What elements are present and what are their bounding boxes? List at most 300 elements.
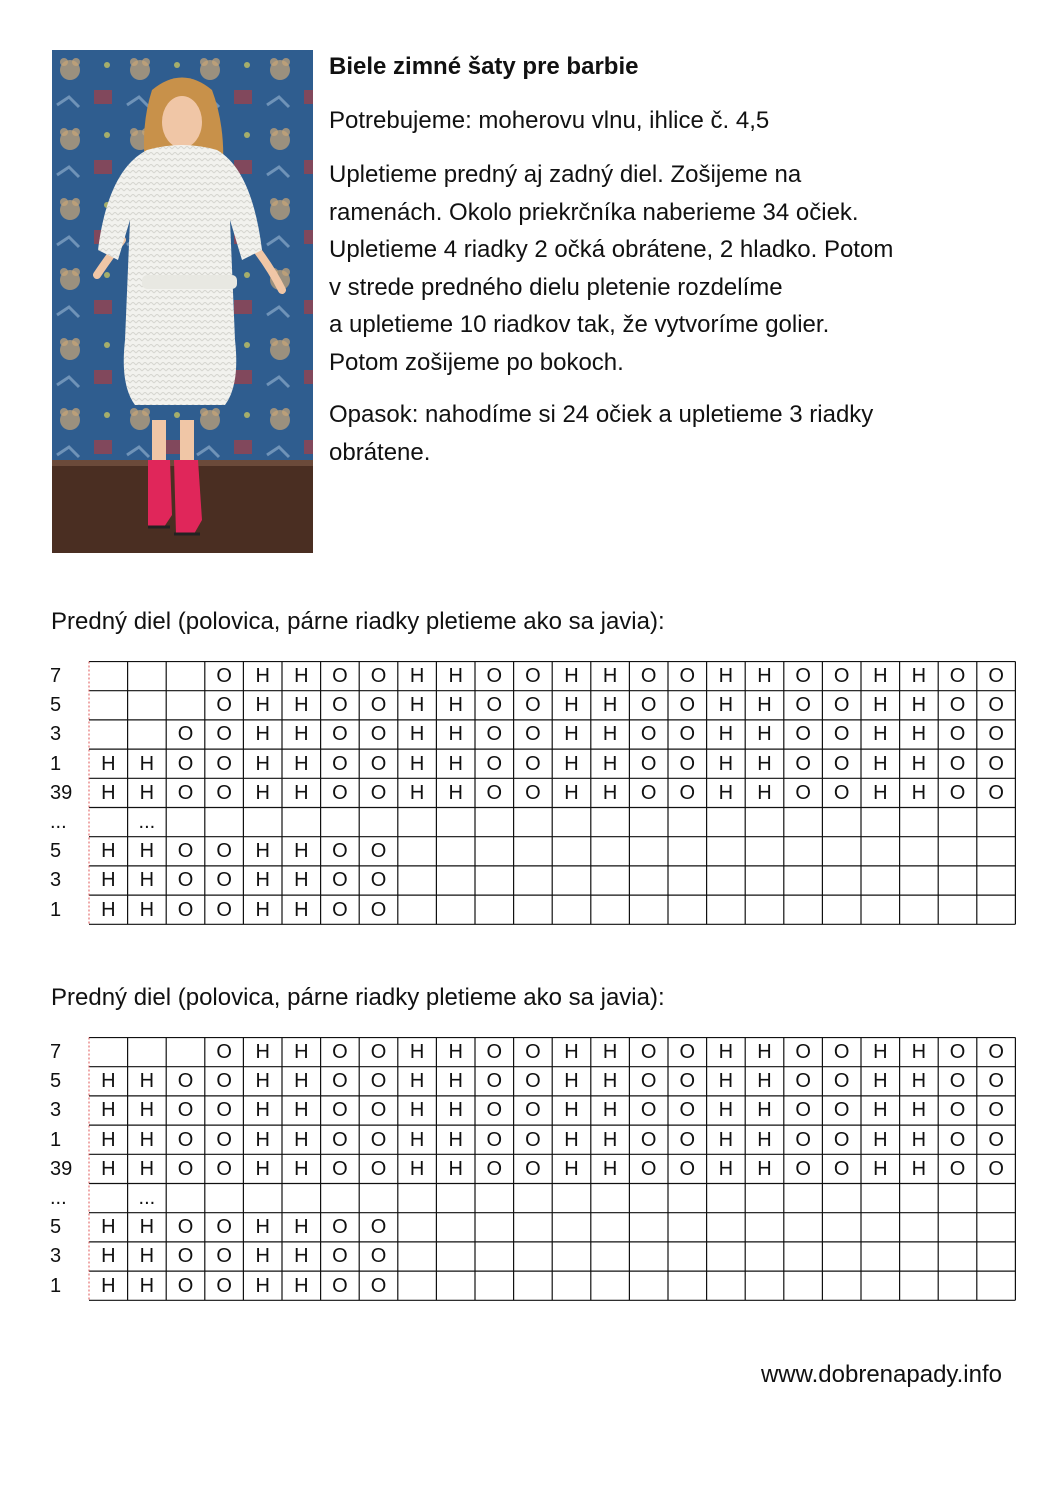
stitch-cell: O	[370, 1157, 387, 1180]
stitch-cell: O	[949, 723, 966, 746]
stitch-cell: H	[294, 1128, 309, 1151]
stitch-cell	[475, 895, 514, 924]
stitch-cell: O	[177, 1274, 194, 1297]
stitch-cell: O	[216, 898, 232, 921]
stitch-cell	[398, 836, 437, 865]
stitch-cell	[668, 1271, 707, 1300]
stitch-cell	[166, 661, 205, 690]
stitch-cell: H	[873, 694, 888, 717]
stitch-cell: H	[255, 1128, 270, 1151]
stitch-cell: H	[602, 665, 618, 687]
stitch-cell	[977, 1183, 1016, 1212]
stitch-cell: H	[409, 665, 425, 687]
stitch-cell	[900, 865, 939, 894]
stitch-cell: O	[949, 752, 966, 775]
stitch-cell	[668, 807, 707, 836]
stitch-cell	[977, 807, 1016, 836]
stitch-cell: O	[332, 1041, 348, 1063]
stitch-cell: O	[525, 1157, 541, 1180]
stitch-cell	[243, 1183, 282, 1212]
knitting-chart-2	[50, 1037, 1017, 1302]
chart-row	[50, 1037, 1017, 1066]
knitting-chart-1	[50, 661, 1017, 926]
stitch-cell	[514, 807, 553, 836]
stitch-cell: H	[718, 1157, 734, 1180]
stitch-cell: H	[139, 752, 155, 775]
stitch-cell	[591, 1212, 630, 1241]
stitch-cell	[822, 807, 861, 836]
stitch-cell: H	[564, 1157, 579, 1180]
stitch-cell: O	[332, 869, 348, 892]
stitch-cell: O	[332, 1274, 348, 1297]
stitch-cell: H	[255, 1216, 270, 1239]
stitch-cell: H	[139, 869, 155, 892]
stitch-cell: H	[873, 1041, 888, 1063]
stitch-cell	[745, 865, 784, 894]
stitch-cell	[475, 865, 514, 894]
stitch-cell: O	[486, 1157, 503, 1180]
stitch-cell: O	[216, 1157, 232, 1180]
row-number: 1	[50, 752, 62, 775]
belt-line: Opasok: nahodíme si 24 očiek a upletieme 3 riadky	[329, 401, 874, 428]
stitch-cell: H	[602, 1041, 618, 1063]
stitch-cell	[475, 807, 514, 836]
stitch-cell: H	[564, 1128, 579, 1151]
stitch-cell: O	[370, 869, 387, 892]
stitch-cell: O	[370, 1099, 387, 1122]
belt-line: obrátene.	[329, 438, 431, 466]
chart-row	[50, 749, 1017, 778]
stitch-cell	[475, 1271, 514, 1300]
stitch-cell: H	[294, 723, 309, 746]
stitch-cell	[938, 807, 977, 836]
stitch-cell: O	[795, 723, 811, 746]
stitch-cell	[514, 1271, 553, 1300]
stitch-cell: O	[332, 1157, 348, 1180]
stitch-cell: O	[216, 1099, 232, 1122]
stitch-cell	[552, 836, 591, 865]
stitch-cell: O	[486, 1128, 503, 1151]
stitch-cell: H	[602, 781, 618, 804]
stitch-cell	[745, 836, 784, 865]
stitch-cell	[938, 865, 977, 894]
stitch-cell: H	[718, 781, 734, 804]
stitch-cell: O	[988, 665, 1004, 687]
stitch-cell: O	[988, 723, 1004, 746]
stitch-cell	[745, 807, 784, 836]
stitch-cell	[514, 1183, 553, 1212]
stitch-cell: H	[294, 1041, 309, 1063]
stitch-cell	[398, 1241, 437, 1270]
stitch-cell	[436, 895, 475, 924]
stitch-cell: O	[988, 1041, 1004, 1063]
stitch-cell	[822, 1212, 861, 1241]
stitch-cell: H	[101, 1157, 116, 1180]
stitch-cell: O	[486, 781, 503, 804]
stitch-cell: O	[640, 1157, 657, 1180]
stitch-cell: O	[679, 723, 696, 746]
stitch-cell	[359, 1183, 398, 1212]
stitch-cell	[900, 1271, 939, 1300]
stitch-cell: O	[795, 752, 811, 775]
stitch-cell: H	[255, 1274, 270, 1297]
stitch-cell	[166, 1037, 205, 1066]
stitch-cell	[861, 1212, 900, 1241]
instructions-paragraph	[329, 156, 1029, 381]
row-number: 5	[50, 1070, 62, 1093]
chart-row	[50, 895, 1017, 924]
stitch-cell	[707, 1183, 746, 1212]
stitch-cell: O	[833, 1157, 850, 1180]
row-number: ...	[50, 1186, 67, 1209]
stitch-cell	[128, 719, 167, 748]
stitch-cell: H	[294, 694, 309, 717]
chart-row	[50, 1125, 1017, 1154]
stitch-cell: O	[988, 752, 1004, 775]
stitch-cell: H	[255, 898, 270, 921]
stitch-cell: H	[294, 781, 309, 804]
stitch-cell: H	[718, 1128, 734, 1151]
stitch-cell	[89, 807, 128, 836]
stitch-cell: H	[911, 781, 927, 804]
stitch-cell	[321, 1183, 360, 1212]
stitch-cell: O	[988, 1070, 1004, 1093]
stitch-cell: H	[448, 723, 463, 746]
stitch-cell: ...	[138, 1186, 156, 1209]
stitch-cell: H	[294, 1070, 309, 1093]
stitch-cell: O	[332, 723, 348, 746]
stitch-cell	[591, 865, 630, 894]
stitch-cell: H	[448, 1099, 463, 1122]
stitch-cell: H	[294, 840, 309, 863]
stitch-cell: H	[139, 1128, 155, 1151]
stitch-cell	[552, 895, 591, 924]
chart-row	[50, 719, 1017, 748]
stitch-cell: O	[486, 665, 503, 687]
stitch-cell: O	[486, 1041, 503, 1063]
stitch-cell: O	[370, 898, 387, 921]
stitch-cell: H	[101, 840, 116, 863]
stitch-cell: H	[602, 752, 618, 775]
row-number: ...	[50, 810, 67, 833]
stitch-cell	[436, 1212, 475, 1241]
stitch-cell	[398, 895, 437, 924]
stitch-cell	[552, 1212, 591, 1241]
stitch-cell: H	[255, 694, 270, 717]
stitch-cell: H	[255, 665, 270, 687]
stitch-cell: O	[216, 1274, 232, 1297]
stitch-cell: O	[525, 1128, 541, 1151]
chart-row	[50, 1183, 1017, 1212]
stitch-cell	[707, 807, 746, 836]
stitch-cell: H	[448, 752, 463, 775]
stitch-cell: H	[911, 752, 927, 775]
stitch-cell: H	[294, 752, 309, 775]
stitch-cell: H	[602, 1099, 618, 1122]
stitch-cell: O	[949, 1041, 966, 1063]
stitch-cell: H	[409, 1128, 425, 1151]
stitch-cell: O	[370, 1128, 387, 1151]
stitch-cell	[784, 1212, 823, 1241]
stitch-cell	[861, 1271, 900, 1300]
stitch-cell	[745, 895, 784, 924]
stitch-cell: H	[448, 781, 463, 804]
chart-row	[50, 836, 1017, 865]
stitch-cell: O	[525, 781, 541, 804]
stitch-cell	[166, 1183, 205, 1212]
stitch-cell: H	[255, 869, 270, 892]
stitch-cell	[591, 1183, 630, 1212]
stitch-cell: H	[757, 752, 772, 775]
stitch-cell: H	[139, 840, 155, 863]
stitch-cell: H	[911, 723, 927, 746]
stitch-cell: H	[718, 1041, 734, 1063]
stitch-cell	[514, 1212, 553, 1241]
stitch-cell: H	[139, 1070, 155, 1093]
stitch-cell: O	[332, 1099, 348, 1122]
chart-row	[50, 1212, 1017, 1241]
stitch-cell	[822, 895, 861, 924]
stitch-cell: H	[409, 1070, 425, 1093]
stitch-cell: O	[988, 781, 1004, 804]
stitch-cell	[668, 1241, 707, 1270]
stitch-cell: O	[216, 1041, 232, 1063]
stitch-cell: O	[833, 665, 850, 687]
stitch-cell: H	[101, 752, 116, 775]
stitch-cell: O	[486, 752, 503, 775]
page-title: Biele zimné šaty pre barbie	[329, 53, 639, 80]
stitch-cell: H	[294, 1216, 309, 1239]
stitch-cell: H	[409, 694, 425, 717]
stitch-cell: H	[602, 1157, 618, 1180]
chart-row	[50, 778, 1017, 807]
stitch-cell	[861, 895, 900, 924]
stitch-cell: O	[525, 723, 541, 746]
stitch-cell: H	[255, 723, 270, 746]
stitch-cell: O	[795, 1070, 811, 1093]
stitch-cell: H	[718, 665, 734, 687]
stitch-cell: H	[294, 898, 309, 921]
stitch-cell	[436, 807, 475, 836]
stitch-cell: O	[177, 781, 194, 804]
stitch-cell: O	[370, 1041, 387, 1063]
stitch-cell	[668, 865, 707, 894]
row-number: 7	[50, 665, 62, 687]
chart-row	[50, 661, 1017, 690]
stitch-cell	[900, 895, 939, 924]
stitch-cell: O	[679, 752, 696, 775]
stitch-cell: O	[177, 752, 194, 775]
stitch-cell: H	[448, 665, 463, 687]
stitch-cell: H	[255, 1041, 270, 1063]
stitch-cell	[900, 1212, 939, 1241]
stitch-cell: H	[757, 1070, 772, 1093]
stitch-cell: H	[409, 752, 425, 775]
stitch-cell: H	[294, 869, 309, 892]
stitch-cell: H	[101, 1099, 116, 1122]
stitch-cell: H	[718, 1099, 734, 1122]
stitch-cell: H	[448, 1070, 463, 1093]
stitch-cell: O	[177, 898, 194, 921]
stitch-cell: O	[216, 752, 232, 775]
stitch-cell	[591, 807, 630, 836]
stitch-cell: O	[216, 1245, 232, 1268]
stitch-cell: O	[370, 840, 387, 863]
stitch-cell: O	[370, 694, 387, 717]
stitch-cell: H	[448, 1157, 463, 1180]
stitch-cell	[89, 661, 128, 690]
stitch-cell: ...	[138, 810, 156, 833]
barbie-doll-photo	[52, 50, 313, 553]
stitch-cell	[977, 836, 1016, 865]
stitch-cell: H	[139, 1216, 155, 1239]
stitch-cell	[205, 807, 244, 836]
stitch-cell: O	[216, 869, 232, 892]
stitch-cell: O	[679, 1041, 696, 1063]
stitch-cell	[822, 1271, 861, 1300]
stitch-cell	[436, 1241, 475, 1270]
stitch-cell	[629, 895, 668, 924]
stitch-cell: H	[718, 1070, 734, 1093]
stitch-cell: H	[409, 1041, 425, 1063]
materials-line: Potrebujeme: moherovu vlnu, ihlice č. 4,5	[329, 107, 770, 134]
stitch-cell: O	[795, 781, 811, 804]
stitch-cell: H	[101, 869, 116, 892]
stitch-cell	[398, 807, 437, 836]
stitch-cell	[861, 807, 900, 836]
stitch-cell	[822, 1183, 861, 1212]
stitch-cell	[938, 895, 977, 924]
stitch-cell	[514, 836, 553, 865]
stitch-cell: H	[294, 1099, 309, 1122]
stitch-cell: O	[332, 840, 348, 863]
row-number: 5	[50, 840, 62, 863]
stitch-cell	[629, 807, 668, 836]
stitch-cell: H	[873, 1070, 888, 1093]
stitch-cell: H	[911, 1070, 927, 1093]
stitch-cell: H	[255, 752, 270, 775]
stitch-cell	[282, 1183, 321, 1212]
stitch-cell	[89, 690, 128, 719]
stitch-cell: O	[370, 665, 387, 687]
stitch-cell: H	[139, 1274, 155, 1297]
stitch-cell: H	[255, 840, 270, 863]
stitch-cell	[900, 807, 939, 836]
row-number: 39	[50, 1157, 73, 1180]
stitch-cell: H	[139, 781, 155, 804]
stitch-cell	[514, 1241, 553, 1270]
stitch-cell: H	[757, 694, 772, 717]
stitch-cell	[822, 1241, 861, 1270]
chart-row	[50, 807, 1017, 836]
stitch-cell: O	[486, 1070, 503, 1093]
stitch-cell	[745, 1212, 784, 1241]
stitch-cell: H	[101, 1128, 116, 1151]
row-number: 1	[50, 898, 62, 921]
stitch-cell: O	[332, 898, 348, 921]
stitch-cell	[475, 836, 514, 865]
instructions-line: a upletieme 10 riadkov tak, že vytvoríme golier.	[329, 311, 830, 338]
stitch-cell: O	[640, 1041, 657, 1063]
stitch-cell: O	[370, 1216, 387, 1239]
stitch-cell: O	[370, 781, 387, 804]
stitch-cell: H	[718, 723, 734, 746]
stitch-cell: O	[833, 1041, 850, 1063]
row-number: 5	[50, 1216, 62, 1239]
stitch-cell	[938, 836, 977, 865]
stitch-cell: O	[177, 1070, 194, 1093]
stitch-cell: H	[602, 694, 618, 717]
stitch-cell	[745, 1183, 784, 1212]
stitch-cell: O	[679, 665, 696, 687]
stitch-cell: O	[332, 752, 348, 775]
stitch-cell: H	[757, 1157, 772, 1180]
stitch-cell: O	[486, 723, 503, 746]
stitch-cell	[977, 1241, 1016, 1270]
stitch-cell: O	[640, 781, 657, 804]
stitch-cell: H	[294, 665, 309, 687]
stitch-cell	[398, 865, 437, 894]
stitch-cell: O	[332, 1128, 348, 1151]
stitch-cell	[784, 836, 823, 865]
stitch-cell: H	[718, 694, 734, 717]
stitch-cell: O	[177, 1245, 194, 1268]
stitch-cell: H	[873, 665, 888, 687]
stitch-cell: H	[564, 1099, 579, 1122]
stitch-cell: O	[640, 665, 657, 687]
stitch-cell: O	[833, 752, 850, 775]
chart-row	[50, 1241, 1017, 1270]
stitch-cell	[552, 1241, 591, 1270]
stitch-cell	[398, 1212, 437, 1241]
stitch-cell	[629, 1241, 668, 1270]
stitch-cell: O	[795, 665, 811, 687]
stitch-cell	[784, 1271, 823, 1300]
stitch-cell: O	[640, 1070, 657, 1093]
stitch-cell: H	[101, 781, 116, 804]
instructions-line: Upletieme 4 riadky 2 očká obrátene, 2 hladko. Potom	[329, 236, 894, 263]
stitch-cell: O	[795, 1041, 811, 1063]
stitch-cell: O	[795, 1128, 811, 1151]
stitch-cell: H	[101, 898, 116, 921]
stitch-cell: O	[640, 1099, 657, 1122]
stitch-cell: O	[370, 723, 387, 746]
stitch-cell	[359, 807, 398, 836]
stitch-cell: H	[448, 694, 463, 717]
stitch-cell: H	[911, 1157, 927, 1180]
row-number: 3	[50, 1245, 62, 1268]
stitch-cell: H	[564, 665, 579, 687]
stitch-cell: O	[370, 1070, 387, 1093]
stitch-cell	[822, 836, 861, 865]
stitch-cell	[707, 836, 746, 865]
stitch-cell: O	[679, 781, 696, 804]
stitch-cell	[629, 1183, 668, 1212]
chart-row	[50, 690, 1017, 719]
stitch-cell: O	[216, 665, 232, 687]
stitch-cell: O	[177, 1128, 194, 1151]
stitch-cell: H	[255, 1099, 270, 1122]
instructions-line: Upletieme predný aj zadný diel. Zošijeme na	[329, 161, 802, 188]
stitch-cell: H	[602, 723, 618, 746]
stitch-cell: H	[873, 1128, 888, 1151]
stitch-cell: O	[640, 1128, 657, 1151]
stitch-cell	[514, 865, 553, 894]
stitch-cell: H	[564, 781, 579, 804]
row-number: 1	[50, 1128, 62, 1151]
stitch-cell: H	[139, 1157, 155, 1180]
stitch-cell: O	[949, 1099, 966, 1122]
